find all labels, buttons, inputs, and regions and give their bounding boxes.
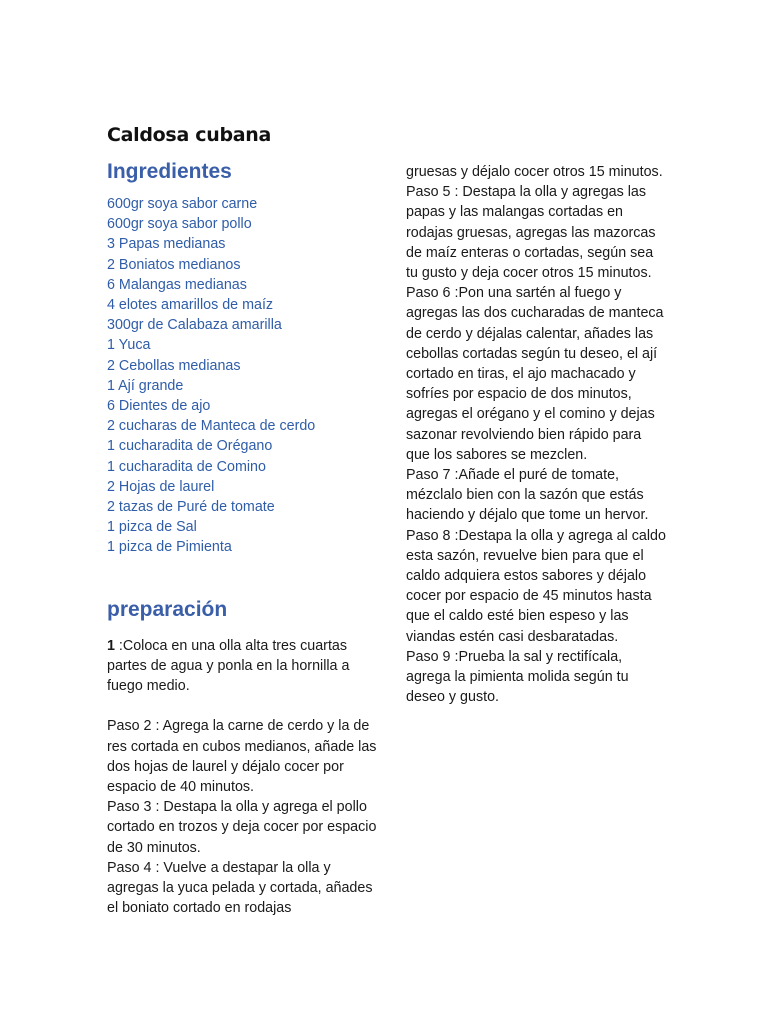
ingredients-list bbox=[107, 194, 377, 558]
ingredient-item: 2 Hojas de laurel bbox=[107, 478, 215, 495]
step-2: Paso 2 : Agrega la carne de cerdo y la de res cortada en cubos medianos, añade las dos hojas de laurel y déjalo cocer por espacio de 40 minutos. bbox=[107, 718, 377, 796]
ingredient-item: 2 Boniatos medianos bbox=[107, 256, 241, 273]
ingredient-item: 1 Ají grande bbox=[107, 377, 184, 394]
right-column bbox=[406, 162, 668, 707]
ingredient-item: 1 pizca de Pimienta bbox=[107, 539, 232, 556]
left-column bbox=[107, 160, 377, 918]
ingredient-item: 6 Malangas medianas bbox=[107, 276, 247, 293]
step-3: Paso 3 : Destapa la olla y agrega el pollo cortado en trozos y deja cocer por espacio de 30 minutos. bbox=[107, 799, 377, 856]
step-1-text: :Coloca en una olla alta tres cuartas partes de agua y ponla en la hornilla a fuego medio. bbox=[107, 637, 350, 695]
ingredient-item: 1 Yuca bbox=[107, 337, 151, 354]
ingredient-item: 2 tazas de Puré de tomate bbox=[107, 499, 275, 516]
ingredient-item: 1 cucharadita de Orégano bbox=[107, 438, 273, 455]
document-title: Caldosa cubana bbox=[107, 124, 272, 146]
ingredient-item: 600gr soya sabor pollo bbox=[107, 216, 252, 233]
ingredients-heading: Ingredientes bbox=[107, 160, 232, 183]
ingredient-item: 300gr de Calabaza amarilla bbox=[107, 317, 282, 334]
step-5: Paso 5 : Destapa la olla y agregas las papas y las malangas cortadas en rodajas gruesas, agregas las mazorcas de maíz enteras o cortadas, según sea tu gusto y deja cocer otros 15 minutos. bbox=[406, 184, 656, 282]
preparation-heading: preparación bbox=[107, 597, 228, 621]
step-7: Paso 7 :Añade el puré de tomate, mézclalo bien con la sazón que estás haciendo y déjalo que tome un hervor. bbox=[406, 467, 649, 524]
ingredient-item: 4 elotes amarillos de maíz bbox=[107, 297, 274, 314]
ingredient-item: 600gr soya sabor carne bbox=[107, 196, 258, 212]
ingredient-item: 2 cucharas de Manteca de cerdo bbox=[107, 418, 316, 435]
step-9: Paso 9 :Prueba la sal y rectifícala, agrega la pimienta molida según tu deseo y gusto. bbox=[406, 648, 629, 706]
step-4-end: gruesas y déjalo cocer otros 15 minutos. bbox=[406, 164, 663, 180]
step-1-number: 1 bbox=[107, 637, 115, 654]
step-6: Paso 6 :Pon una sartén al fuego y agregas las dos cucharadas de manteca de cerdo y déjalas calentar, añades las cebollas cortadas según tu deseo, el ají cortado en tiras, el ajo machacado y sofríes por espacio de dos minutos, agregas el orégano y el comino y dejas sazonar revolviendo bien rápido para que los sabores se mezclen. bbox=[406, 285, 664, 463]
step-1 bbox=[107, 636, 377, 697]
ingredient-item: 3 Papas medianas bbox=[107, 236, 226, 253]
step-8: Paso 8 :Destapa la olla y agrega al caldo esta sazón, revuelve bien para que el caldo adquiera estos sabores y déjalo cocer por espacio de 45 minutos hasta que el caldo esté bien espeso y las viandas estén casi desbaratadas. bbox=[406, 527, 666, 645]
preparation-steps-left bbox=[107, 636, 377, 919]
ingredient-item: 2 Cebollas medianas bbox=[107, 357, 241, 374]
ingredient-item: 1 cucharadita de Comino bbox=[107, 458, 266, 475]
ingredient-item: 1 pizca de Sal bbox=[107, 519, 197, 536]
ingredient-item: 6 Dientes de ajo bbox=[107, 398, 211, 415]
step-4-start: Paso 4 : Vuelve a destapar la olla y agregas la yuca pelada y cortada, añades el boniato cortado en rodajas bbox=[107, 859, 373, 917]
